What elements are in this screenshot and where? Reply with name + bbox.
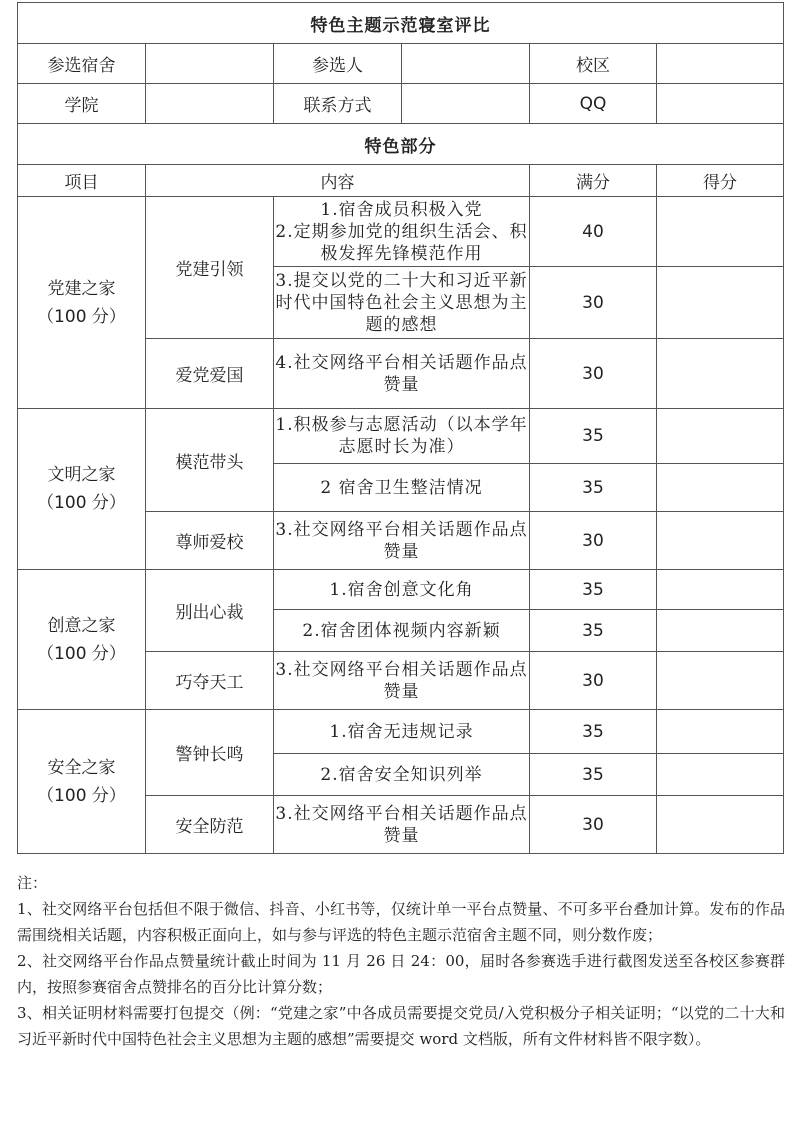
campus-label: 校区 <box>530 44 657 84</box>
content-cell: 4.社交网络平台相关话题作品点 赞量 <box>274 339 530 409</box>
subcategory: 巧夺天工 <box>146 652 274 710</box>
category-cell <box>18 570 146 710</box>
header-score: 得分 <box>657 165 784 197</box>
content-cell: 1.宿舍创意文化角 <box>274 570 530 610</box>
score-field[interactable] <box>657 197 784 267</box>
rating-form-table <box>17 2 784 854</box>
contact-label: 联系方式 <box>274 84 402 124</box>
form-title: 特色主题示范寝室评比 <box>18 3 784 44</box>
full-score: 30 <box>530 512 657 570</box>
college-label: 学院 <box>18 84 146 124</box>
qq-field[interactable] <box>657 84 784 124</box>
content-cell: 2.宿舍团体视频内容新颖 <box>274 610 530 652</box>
score-field[interactable] <box>657 409 784 464</box>
header-content: 内容 <box>146 165 530 197</box>
content-cell: 3.社交网络平台相关话题作品点 赞量 <box>274 512 530 570</box>
subcategory: 模范带头 <box>146 409 274 512</box>
score-field[interactable] <box>657 570 784 610</box>
subcategory: 安全防范 <box>146 796 274 854</box>
category-points: （100 分） <box>37 306 126 327</box>
full-score: 35 <box>530 754 657 796</box>
category-cell <box>18 710 146 854</box>
content-cell: 2 宿舍卫生整洁情况 <box>274 464 530 512</box>
full-score: 30 <box>530 796 657 854</box>
full-score: 35 <box>530 710 657 754</box>
content-cell: 1.宿舍成员积极入党 2.定期参加党的组织生活会、积 极发挥先锋模范作用 <box>274 197 530 267</box>
category-name: 创意之家 <box>47 615 116 636</box>
full-score: 30 <box>530 652 657 710</box>
category-name: 文明之家 <box>47 465 116 485</box>
full-score: 35 <box>530 570 657 610</box>
note-item: 3、相关证明材料需要打包提交（例：“党建之家”中各成员需要提交党员/入党积极分子相关证明；“以党的二十大和习近平新时代中国特色社会主义思想为主题的感想”需要提交 word 文档版，所有文件材料皆不限字数）。 <box>17 1004 785 1048</box>
header-item: 项目 <box>18 165 146 197</box>
full-score: 35 <box>530 409 657 464</box>
full-score: 30 <box>530 267 657 339</box>
person-field[interactable] <box>402 44 530 84</box>
full-score: 35 <box>530 610 657 652</box>
notes-section <box>17 870 785 1052</box>
subcategory: 别出心裁 <box>146 570 274 652</box>
score-field[interactable] <box>657 754 784 796</box>
content-cell: 1.宿舍无违规记录 <box>274 710 530 754</box>
campus-field[interactable] <box>657 44 784 84</box>
category-points: （100 分） <box>37 493 126 513</box>
note-item: 2、社交网络平台作品点赞量统计截止时间为 11 月 26 日 24：00，届时各参赛选手进行截图发送至各校区参赛群内，按照参赛宿舍点赞排名的百分比计算分数； <box>17 952 785 996</box>
content-cell: 3.社交网络平台相关话题作品点 赞量 <box>274 652 530 710</box>
subcategory: 尊师爱校 <box>146 512 274 570</box>
header-full-score: 满分 <box>530 165 657 197</box>
score-field[interactable] <box>657 512 784 570</box>
content-cell: 3.社交网络平台相关话题作品点 赞量 <box>274 796 530 854</box>
score-field[interactable] <box>657 267 784 339</box>
qq-label: QQ <box>530 84 657 124</box>
content-cell: 2.宿舍安全知识列举 <box>274 754 530 796</box>
category-points: （100 分） <box>37 643 126 664</box>
score-field[interactable] <box>657 710 784 754</box>
subcategory: 爱党爱国 <box>146 339 274 409</box>
dorm-field[interactable] <box>146 44 274 84</box>
subcategory: 警钟长鸣 <box>146 710 274 796</box>
full-score: 40 <box>530 197 657 267</box>
score-field[interactable] <box>657 464 784 512</box>
category-name: 党建之家 <box>47 278 116 299</box>
section-title: 特色部分 <box>18 124 784 165</box>
category-name: 安全之家 <box>47 757 116 778</box>
person-label: 参选人 <box>274 44 402 84</box>
full-score: 30 <box>530 339 657 409</box>
college-field[interactable] <box>146 84 274 124</box>
category-cell <box>18 197 146 409</box>
contact-field[interactable] <box>402 84 530 124</box>
full-score: 35 <box>530 464 657 512</box>
content-cell: 3.提交以党的二十大和习近平新 时代中国特色社会主义思想为主 题的感想 <box>274 267 530 339</box>
content-cell: 1.积极参与志愿活动（以本学年 志愿时长为准） <box>274 409 530 464</box>
dorm-label: 参选宿舍 <box>18 44 146 84</box>
category-cell <box>18 409 146 570</box>
note-item: 1、社交网络平台包括但不限于微信、抖音、小红书等，仅统计单一平台点赞量、不可多平台叠加计算。发布的作品需围绕相关话题，内容积极正面向上，如与参与评选的特色主题示范宿舍主题不同，则分数作废； <box>17 900 785 944</box>
notes-heading: 注： <box>17 874 48 892</box>
score-field[interactable] <box>657 339 784 409</box>
subcategory: 党建引领 <box>146 197 274 339</box>
score-field[interactable] <box>657 652 784 710</box>
score-field[interactable] <box>657 796 784 854</box>
score-field[interactable] <box>657 610 784 652</box>
category-points: （100 分） <box>37 785 126 806</box>
